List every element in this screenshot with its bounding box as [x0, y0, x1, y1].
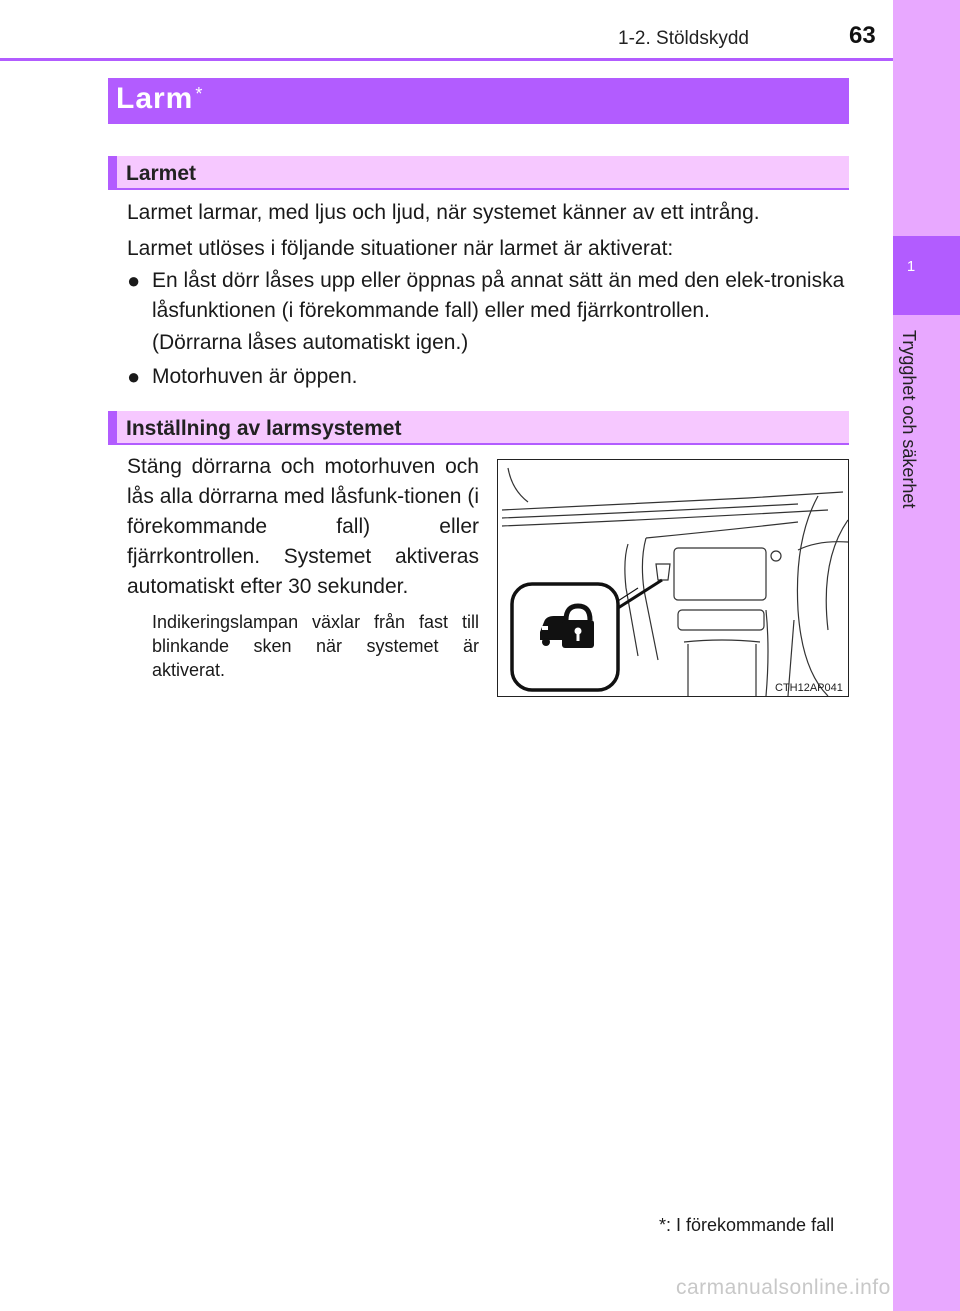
title-bar: [108, 78, 849, 124]
paragraph: Larmet larmar, med ljus och ljud, när systemet känner av ett intrång.: [127, 201, 760, 224]
page-title-text: Larm: [116, 82, 194, 115]
chapter-tab[interactable]: [893, 236, 960, 315]
heading-marker: [108, 156, 117, 188]
page-title: [116, 82, 203, 116]
section-label: 1-2. Stöldskydd: [618, 28, 749, 49]
paragraph: Larmet utlöses i följande situationer när larmet är aktiverat:: [127, 237, 674, 260]
title-asterisk: *: [195, 84, 204, 104]
bullet-text: Motorhuven är öppen.: [152, 365, 358, 388]
bullet-text: En låst dörr låses upp eller öppnas på annat sätt än med den elek-troniska låsfunktionen (i förekommande fall) eller med fjärrkontrollen.: [152, 269, 845, 322]
section-heading-text: Inställning av larmsystemet: [126, 417, 402, 440]
bullet-dot-icon: ●: [127, 268, 141, 293]
note-text: Indikeringslampan växlar från fast till blinkande sken när systemet är aktiverat.: [152, 612, 479, 680]
section-heading-installning: [108, 411, 849, 445]
dashboard-drawing: [498, 460, 848, 696]
header-rule: [0, 58, 893, 61]
chapter-title: [898, 330, 922, 530]
paragraph: Stäng dörrarna och motorhuven och lås alla dörrarna med låsfunk-tionen (i förekommande fall) eller fjärrkontrollen. Systemet aktiveras automatiskt efter 30 sekunder.: [127, 455, 479, 598]
section-heading-larmet: [108, 156, 849, 190]
watermark: carmanualsonline.info: [676, 1276, 891, 1299]
bullet-item: [127, 266, 847, 326]
bullet-item: [127, 362, 847, 392]
chapter-title-text: Trygghet och säkerhet: [899, 330, 919, 509]
footnote: *: I förekommande fall: [659, 1215, 835, 1235]
heading-marker: [108, 411, 117, 443]
figure-code: CTH12AP041: [775, 682, 843, 694]
chapter-sidebar: [893, 0, 960, 1311]
section-heading-text: Larmet: [126, 162, 197, 185]
chapter-number: 1: [906, 258, 916, 275]
dashboard-illustration: [497, 459, 849, 697]
bullet-note: (Dörrarna låses automatiskt igen.): [152, 331, 469, 354]
bullet-dot-icon: ●: [127, 364, 141, 389]
page-number: 63: [849, 22, 876, 49]
